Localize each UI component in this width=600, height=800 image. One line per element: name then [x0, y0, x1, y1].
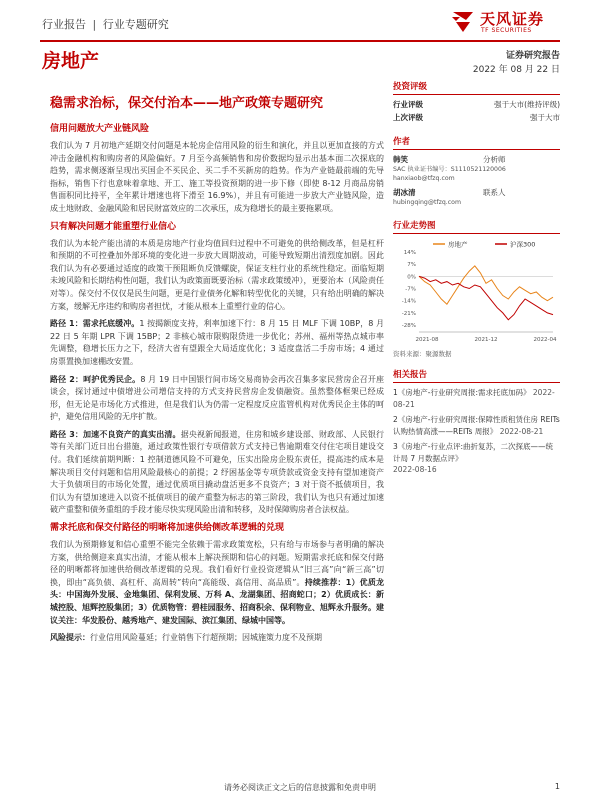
risk-lead: 风险提示：: [50, 633, 90, 643]
author-1: [393, 154, 560, 165]
author-1-email[interactable]: hanxiaob@tfzq.com: [393, 175, 455, 182]
paragraph-path-2: [50, 374, 384, 424]
x-tick-label: 2022-04: [533, 337, 557, 343]
industry-rating-value: 强于大市(维持评级): [494, 100, 560, 109]
page-header: [40, 10, 560, 40]
previous-rating-row: [393, 112, 560, 125]
report-date: 2022 年 08 月 22 日: [472, 65, 560, 75]
trend-heading: 行业走势图: [393, 219, 560, 234]
related-report-title: 2《房地产-行业研究周报:保障性质租赁住房 REITs 认购热情高涨——REITs 周报》: [393, 415, 560, 436]
legend-label: 房地产: [448, 240, 468, 249]
tf-logo-icon: [450, 8, 476, 34]
breadcrumb: [42, 16, 169, 32]
previous-rating-value: 强于大市: [530, 113, 560, 122]
related-reports-heading: 相关报告: [393, 368, 560, 383]
paragraph-path-3: [50, 429, 384, 517]
logo-text: 天风证券: [480, 10, 545, 28]
path-3-lead: 路径 3：加速不良资产的真实出清。: [50, 429, 181, 439]
paragraph-2: 我们认为本轮产能出清的本质是房地产行业均值回归过程中不可避免的供给侧改革，但是杠杆和预期的不可控叠加外部环境的变化进一步放大周期波动，可能导致短期出清烈度加剧。因此我们认为有必要通过适度的政策干预阻断负反馈螺旋，保证支柱行业的系统性稳定。面临短期未竣风险和长期结构性问题，我们认为政策面既要治标（需求政策缓冲），更要治本（风险责任对等）。保交付不仅仅是民生问题，更是行业债务化解和转型优化的关键，只有给出明确的解决方案，缓解无序违约和购房者担忧，才能从根本上重塑行业的信心。: [50, 238, 384, 311]
previous-rating-label: 上次评级: [393, 113, 423, 122]
y-tick-label: 0%: [407, 274, 416, 281]
rating-heading: 投资评级: [393, 80, 560, 95]
path-1-text: 1 按揭额度支持，利率加速下行：8 月 15 日 MLF 下调 10BP，8 月 22 日 5 年期 LPR 下调 15BP；2 非核心城市限购限贷进一步优化；苏州、福州等热点城市率先调整，稳增长压力之下，经济大省有望跟全大局适度优化；3 适度盘活二手房市场；4 通过房票置换加速棚改安置。: [50, 319, 384, 366]
industry-trend-chart: [393, 238, 560, 346]
report-title: 稳需求治标，保交付治本——地产政策专题研究: [50, 96, 324, 111]
y-tick-label: -14%: [401, 298, 416, 305]
y-tick-label: -28%: [401, 323, 416, 330]
authors-heading: 作者: [393, 135, 560, 150]
recommend-lead: 持续推荐：: [304, 577, 346, 587]
section-heading-confidence: 只有解决问题才能重塑行业信心: [50, 221, 177, 232]
main-content: [50, 120, 384, 650]
section-heading-reform: 需求托底和保交付路径的明晰将加速供给侧改革逻辑的兑现: [50, 523, 285, 534]
related-report-3[interactable]: [393, 441, 560, 476]
page-number: 1: [554, 782, 560, 791]
industry-rating-label: 行业评级: [393, 100, 423, 109]
y-tick-label: -21%: [401, 310, 416, 317]
y-tick-label: 7%: [407, 262, 416, 269]
paragraph-path-1: [50, 318, 384, 368]
chart-source: 资料来源：聚源数据: [393, 350, 452, 358]
related-report-date: 2022-08-21: [393, 388, 555, 409]
author-2-email[interactable]: hubingqing@tfzq.com: [393, 199, 461, 206]
paragraph-risk: [50, 632, 384, 645]
footer-disclaimer: 请务必阅读正文之后的信息披露和免责申明: [224, 783, 376, 792]
path-2-lead: 路径 2：呵护优秀民企。: [50, 374, 141, 384]
paragraph-recommend: [50, 539, 384, 627]
logo-subtext: TF SECURITIES: [481, 27, 532, 34]
author-2: [393, 187, 560, 198]
y-tick-label: -7%: [405, 286, 416, 293]
legend-label: 沪深300: [510, 240, 536, 249]
related-report-date: 2022-08-21: [499, 426, 544, 436]
author-2-role: 联系人: [483, 188, 506, 197]
breadcrumb-topic-research: 行业专题研究: [102, 18, 169, 31]
x-tick-label: 2021-08: [415, 337, 439, 343]
path-2-text: 8 月 19 日中国银行间市场交易商协会再次召集多家民营房企召开座谈会，探讨通过中债增进公司增信支持的方式支持民营房企发债融资。虽然整体框架已经成形，但无论是市场化方式推进，但是我们认为仍需一定程度反应监管机构对优秀民企主体的呵护，避免信用风险的无序扩散。: [50, 374, 384, 422]
recommend-text: 我们认为预期修复和信心重塑不能完全依赖于需求政策宽松，只有给与市场参与者明确的解决方案，供给侧迎来真实出清，才能从根本上解决预期和信心的问题。短期需求托底和保交付路径的明晰都将加速供给侧改革逻辑的兑现。我们看好行业投资逻辑从“旧三高”向“新三高”切换，即由“高负债、高杠杆、高周转”转向“高能级、高信用、高品质”。: [50, 540, 384, 587]
section-heading-risk: 信用问题放大产业链风险: [50, 124, 150, 134]
report-type: 证券研究报告: [505, 51, 560, 61]
header-divider: [40, 40, 560, 42]
path-3-text: 据央视新闻报道，住房和城乡建设部、财政部、人民银行等有关部门近日出台措施，通过政策性银行专项借款方式支持已售逾期难交付住宅项目建设交付。我们延续前期判断：1 控制道德风险不可避免，压实出险房企股东责任，提高违约成本是解决项目交付问题和信用风险最核心的前提；2 纾困基金等专项贷款或资金支持有望加速资产大于负债项目的市场化处置，通过优质项目撬动盘活更多不良资产；3 对于资不抵债项目，我们认为有望加速进入以资不抵债项目的破产重整为标志的第三阶段，我们认为也只有通过加速破产重整和债务重组的手段才能尽快实现风险出清和转移，及时保障购房者合法权益。: [50, 429, 385, 515]
author-1-role: 分析师: [483, 155, 506, 164]
path-1-lead: 路径 1：需求托底缓冲。: [50, 319, 140, 329]
trend-chart-svg: [393, 238, 560, 346]
breadcrumb-industry-report: 行业报告: [42, 18, 86, 31]
related-report-2[interactable]: [393, 414, 560, 437]
breadcrumb-separator: |: [92, 18, 97, 31]
related-report-title: 3《房地产-行业点评:曲折复苏，二次探底——统计局 7 月数据点评》: [393, 442, 554, 463]
y-tick-label: 14%: [403, 250, 416, 256]
related-report-1[interactable]: [393, 387, 560, 410]
recommend-list: 1）优质龙头：中国海外发展、金地集团、保利发展、万科 A、龙湖集团、招商蛇口；2）优质成长：新城控股、旭辉控股集团；3）优质物管：碧桂园服务、招商积余、保利物业、旭辉永升服务。建议关注：华发股份、越秀地产、建发国际、滨江集团、绿城中国等。: [50, 577, 385, 625]
author-1-cert: SAC 执业证书编号：S1110521120006: [393, 166, 506, 173]
sector-name: 房地产: [42, 50, 100, 72]
author-2-name: 胡冰清: [393, 188, 416, 197]
tf-securities-logo: [450, 8, 560, 38]
series-line-房地产: [419, 266, 553, 304]
risk-text: 行业信用风险蔓延；行业销售下行超预期；因城施策力度不及预期: [90, 633, 322, 643]
sidebar: [393, 80, 560, 480]
industry-rating-row: [393, 99, 560, 112]
paragraph-1: 我们认为 7 月初地产延期交付问题是本轮房企信用风险的衍生和演化，并且以更加直接的方式冲击金融机构和购房者的风险偏好。7 月至今高频销售和房价数据均显示出基本面二次探底的趋势，需求侧逐渐呈现出买国企不买民企、买二手不买新房的趋势。作为产业链最前端的先导指标，销售下行也意味着拿地、开工、施工等投资预期的进一步下修（即使 8-12 月商品房销售面积同比持平，全年累计增速也将下滑至 16.9%），并且有可能进一步放大产业链风险，造成土地财政、金融风险和居民财富效应的二次承压，成为稳增长的最主要拖累项。: [50, 141, 384, 213]
related-report-date: 2022-08-16: [393, 465, 437, 474]
author-1-name: 韩笑: [393, 155, 408, 164]
related-reports-list: [393, 387, 560, 476]
related-report-title: 1《房地产-行业研究周报:需求托底加码》: [393, 388, 531, 397]
x-tick-label: 2021-12: [474, 337, 498, 343]
